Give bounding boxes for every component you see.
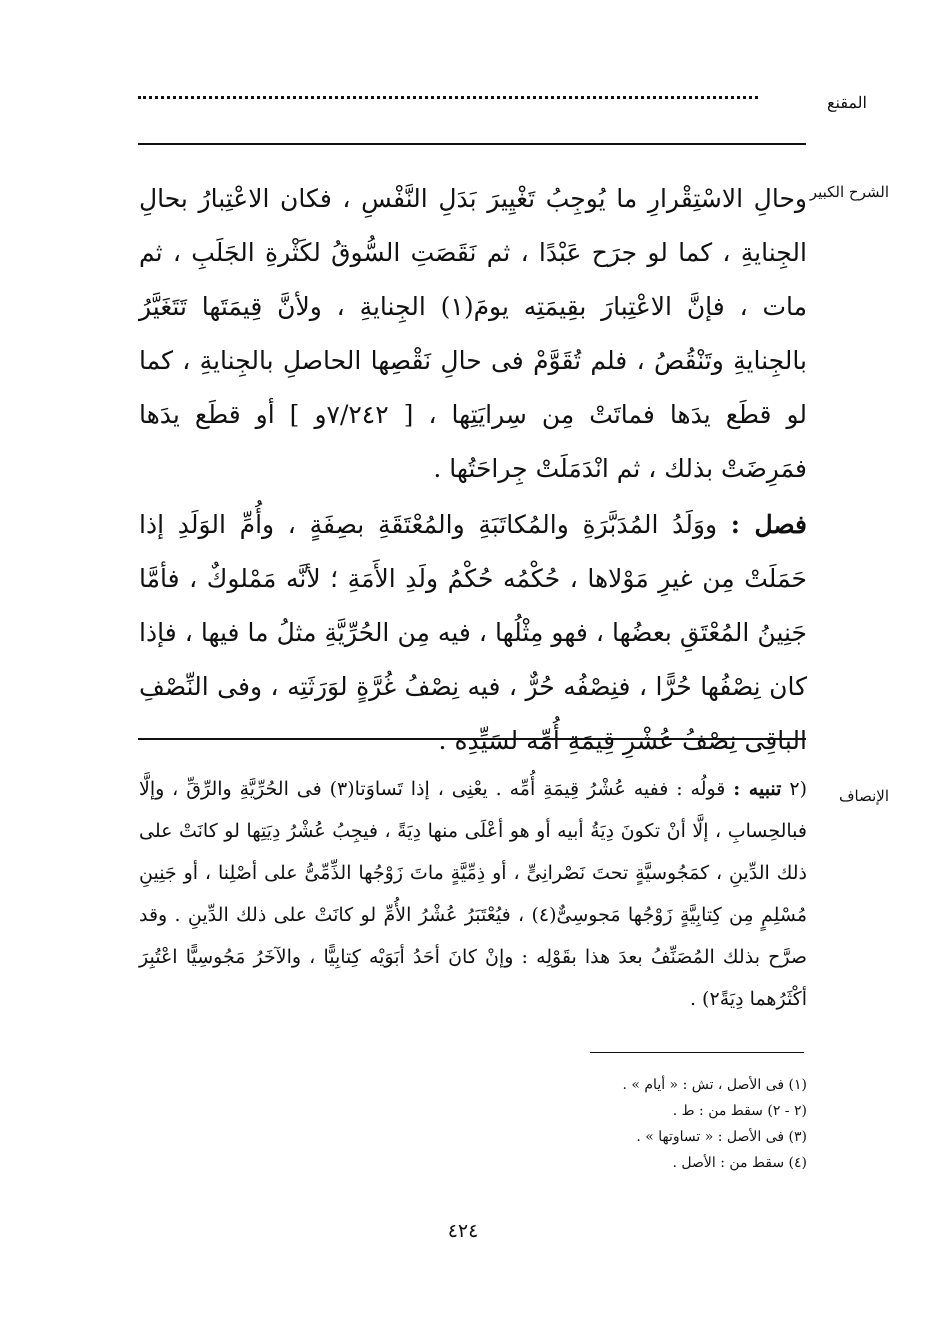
opening-mark: (٢	[789, 778, 808, 800]
footnote-rule	[590, 1052, 804, 1053]
margin-label-main: الشرح الكبير	[809, 183, 889, 201]
footnote-item: (٢ - ٢) سقط من : ط .	[672, 1103, 807, 1119]
fasl-body: ووَلَدُ المُدَبَّرَةِ والمُكاتَبَةِ والمُعْتَقَةِ بصِفَةٍ ، وأُمِّ الوَلَدِ إذا حَمَلَتْ مِن غيرِ مَوْلاها ، حُكْمُه حُكْمُ ولَدِ الأَمَةِ ؛ لأنَّه مَمْلوكٌ ، فأمَّا جَنِينُ المُعْتَقِ بعضُها ، فهو مِثْلُها ، فيه مِن الحُرِّيَّةِ مثلُ ما فيها ، فإذا كان نِصْفُها حُرًّا ، فنِصْفُه حُرٌّ ، فيه نِصْفُ غُرَّةٍ لوَرَثَتِه ، وفى النِّصْفِ الباقِى نِصْفُ عُشْرِ قِيمَةِ أُمِّه لسَيِّدِه .	[139, 510, 807, 755]
main-text	[139, 172, 807, 768]
main-paragraph-1: وحالِ الاسْتِقْرارِ ما يُوجِبُ تَغْيِيرَ بَدَلِ النَّفْسِ ، فكان الاعْتِبارُ بحالِ الجِنايةِ ، كما لو جرَح عَبْدًا ، ثم نَقَصَتِ السُّوقُ لكَثْرةِ الجَلَبِ ، ثم مات ، فإنَّ الاعْتِبارَ بقِيمَتِه يومَ(١) الجِنايةِ ، ولأنَّ قِيمَتَها تَتَغَيَّرُ بالجِنايةِ وتَنْقُصُ ، فلم تُقَوَّمْ فى حالِ نَقْصِها الحاصلِ بالجِنايةِ ، كما لو قطَع يدَها فماتَتْ مِن سِرايَتِها ، [ ٧/٢٤٢و ] أو قطَع يدَها فمَرِضَتْ بذلك ، ثم انْدَمَلَتْ جِراحَتُها .	[139, 184, 808, 483]
tanbih-label: تنبيه :	[733, 778, 782, 800]
footnote-item: (٣) فى الأصل : « تساوتها » .	[636, 1129, 807, 1145]
insaf-text	[139, 768, 807, 1020]
header-rule	[138, 143, 806, 145]
insaf-paragraph	[139, 768, 807, 1020]
page-number: ٤٢٤	[447, 1220, 479, 1242]
fasl-label: فصل :	[730, 510, 808, 539]
main-paragraph-2	[139, 498, 807, 768]
header-dotted-rule	[138, 96, 758, 99]
footnotes	[407, 1072, 807, 1176]
insaf-body: قولُه : ففيه عُشْرُ قِيمَةِ أُمِّه . يعْنِى ، إذا تَساوَتا(٣) فى الحُرِّيَّةِ والرِّقِّ ، وإلَّا فبالحِسابِ ، إلَّا أنْ تكونَ دِيَةُ أبيه أو هو أعْلَى منها دِيَةً ، فيجِبُ عُشْرُ دِيَتِها لو كانَتْ على ذلك الدِّينِ ، كمَجُوسيَّةٍ تحتَ نَصْرانِىٍّ ، أو ذِمِّيَّةٍ ماتَ زَوْجُها الذِّمِّىُّ على أصْلِنا ، أو جَنِينِ مُسْلِمٍ مِن كِتابِيَّةٍ زَوْجُها مَجوسِىٌّ(٤) ، فيُعْتَبَرُ عُشْرُ الأُمِّ لو كانَتْ على ذلك الدِّينِ . وقد صرَّح بذلك المُصَنِّفُ بعدَ هذا بقَوْلِه : وإنْ كانَ أحَدُ أبَوَيْه كِتابِيًّا ، والآخَرُ مَجُوسِيًّا اعْتُبِرَ أكْثَرُهما دِيَةً٢) .	[139, 778, 808, 1010]
running-title: المقنع	[826, 93, 867, 112]
margin-label-sub: الإنصاف	[838, 787, 889, 805]
footnote-item: (١) فى الأصل ، تش : « أيام » .	[622, 1077, 807, 1093]
footnote-item: (٤) سقط من : الأصل .	[672, 1155, 807, 1171]
section-divider	[138, 738, 806, 740]
